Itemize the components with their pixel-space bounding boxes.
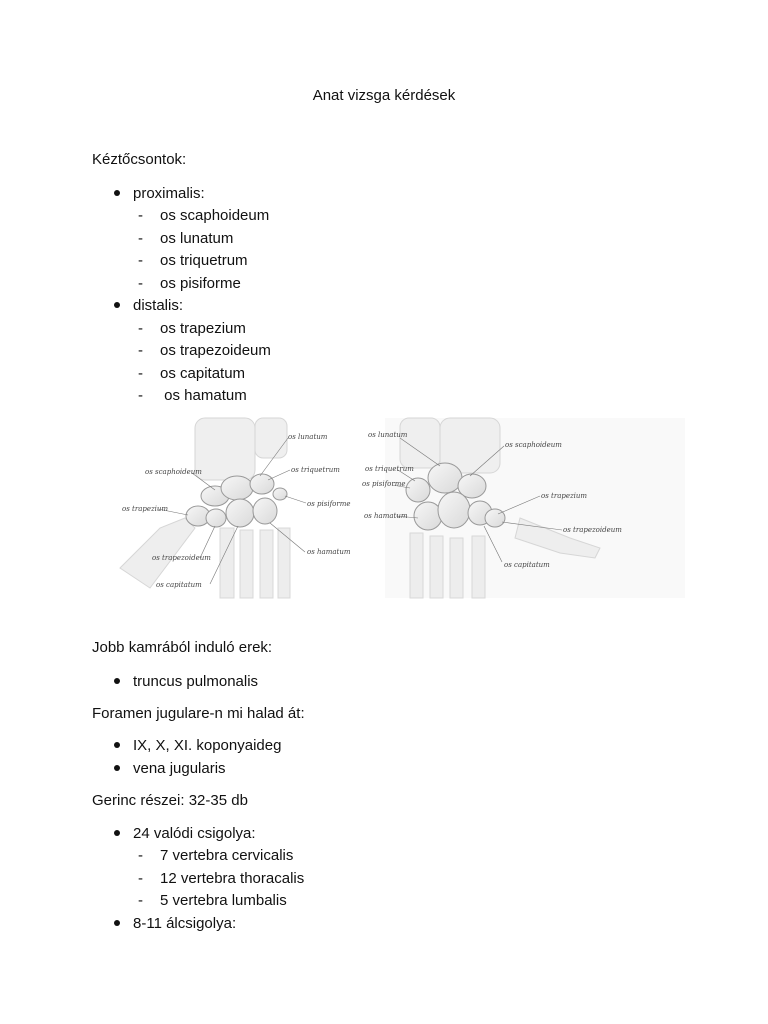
carpal-bones-figure xyxy=(100,418,622,598)
label-left-pisiforme: os pisiforme xyxy=(307,500,351,508)
section-heading-foramen-jugulare: Foramen jugulare-n mi halad át: xyxy=(92,705,305,722)
list-item: - os lunatum xyxy=(138,230,234,247)
bullet-dot xyxy=(114,920,120,926)
label-right-lunatum: os lunatum xyxy=(368,431,408,439)
bullet-false-vertebrae: 8-11 álcsigolya: xyxy=(114,915,236,932)
label-right-scaphoideum: os scaphoideum xyxy=(505,441,562,449)
bullet-dot xyxy=(114,302,120,308)
list-item: - os trapezoideum xyxy=(138,342,271,359)
bullet-dot xyxy=(114,742,120,748)
bullet-nerves: IX, X, XI. koponyaideg xyxy=(114,737,281,754)
list-item: - os hamatum xyxy=(138,387,247,404)
bullet-dot xyxy=(114,830,120,836)
label-left-capitatum: os capitatum xyxy=(156,581,202,589)
section-heading-spine: Gerinc részei: 32-35 db xyxy=(92,792,248,809)
label-right-capitatum: os capitatum xyxy=(504,561,550,569)
bullet-truncus: truncus pulmonalis xyxy=(114,673,258,690)
label-left-scaphoideum: os scaphoideum xyxy=(145,468,202,476)
bullet-dot xyxy=(114,678,120,684)
section-heading-carpal: Kéztőcsontok: xyxy=(92,151,187,168)
label-right-trapezium: os trapezium xyxy=(541,492,588,500)
document-title: Anat vizsga kérdések xyxy=(312,87,456,104)
list-item: - os pisiforme xyxy=(138,275,241,292)
bullet-proximalis: proximalis: xyxy=(114,185,205,202)
label-left-hamatum: os hamatum xyxy=(307,548,351,556)
list-item: - os scaphoideum xyxy=(138,207,270,224)
list-item: - os capitatum xyxy=(138,365,246,382)
left-hand-drawing xyxy=(120,418,351,598)
list-item: - 12 vertebra thoracalis xyxy=(138,870,305,887)
right-hand-drawing xyxy=(362,418,685,598)
label-left-triquetrum: os triquetrum xyxy=(291,466,340,474)
label-right-triquetrum: os triquetrum xyxy=(365,465,414,473)
label-right-pisiforme: os pisiforme xyxy=(362,480,406,488)
label-right-trapezoideum: os trapezoideum xyxy=(563,526,622,534)
bullet-vena: vena jugularis xyxy=(114,760,226,777)
section-heading-right-ventricle: Jobb kamrából induló erek: xyxy=(92,639,273,656)
list-item: - os triquetrum xyxy=(138,252,248,269)
carpal-illustration xyxy=(100,418,622,598)
bullet-true-vertebrae: 24 valódi csigolya: xyxy=(114,825,256,842)
list-item: - 7 vertebra cervicalis xyxy=(138,847,294,864)
label-left-trapezoideum: os trapezoideum xyxy=(152,554,211,562)
bullet-distalis: distalis: xyxy=(114,297,183,314)
label-right-hamatum: os hamatum xyxy=(364,512,408,520)
list-item: - 5 vertebra lumbalis xyxy=(138,892,287,909)
bullet-dot xyxy=(114,765,120,771)
label-left-trapezium: os trapezium xyxy=(122,505,169,513)
bullet-dot xyxy=(114,190,120,196)
list-item: - os trapezium xyxy=(138,320,246,337)
label-left-lunatum: os lunatum xyxy=(288,433,328,441)
